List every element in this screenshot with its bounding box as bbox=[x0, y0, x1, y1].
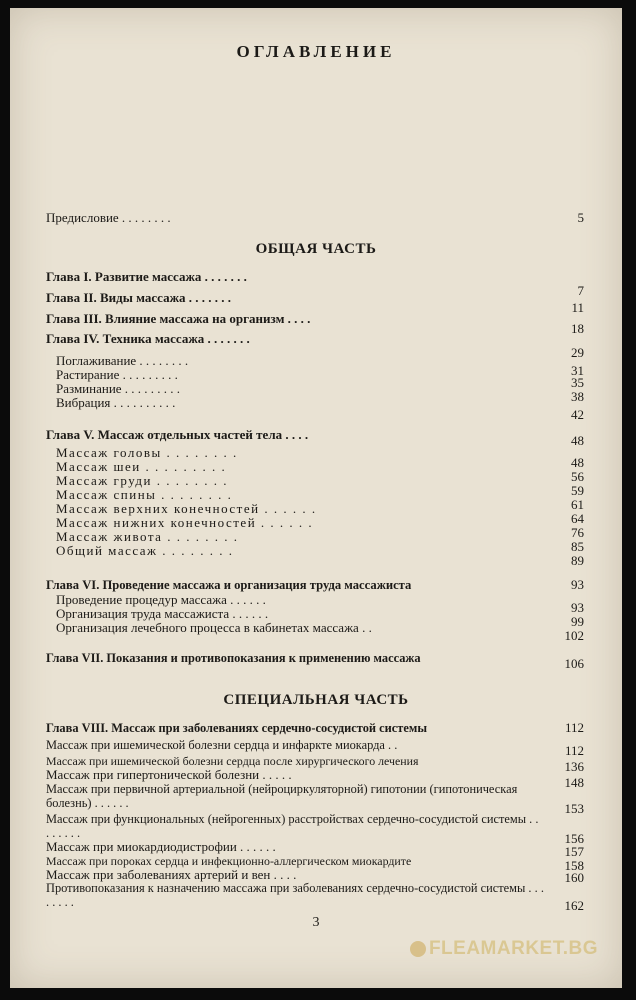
toc-label: Глава VII. Показания и противопоказания к применению массажа bbox=[46, 651, 421, 665]
toc-label: Глава V. Массаж отдельных частей тела . . . . bbox=[46, 427, 309, 442]
toc-label: Глава VI. Проведение массажа и организация труда массажиста bbox=[46, 578, 412, 592]
toc-label: Массаж нижних конечностей . . . . . . bbox=[56, 515, 314, 530]
toc-page-number: 48 bbox=[571, 455, 584, 470]
toc-chapter bbox=[46, 651, 584, 671]
toc-page-number: 112 bbox=[564, 720, 584, 735]
toc-subentry bbox=[46, 854, 584, 873]
toc-label: Глава III. Влияние массажа на организм . . . . bbox=[46, 311, 311, 326]
toc-subentry bbox=[46, 839, 584, 859]
toc-page-number: 38 bbox=[571, 389, 584, 404]
toc-label: Организация лечебного процесса в кабинетах массажа . . bbox=[56, 620, 372, 635]
toc-label: Предисловие . . . . . . . . bbox=[46, 210, 171, 225]
toc-label: Массаж спины . . . . . . . . bbox=[56, 487, 233, 502]
toc-label: Массаж при пороках сердца и инфекционно-аллергическом миокардите bbox=[46, 854, 412, 868]
toc-page-number: 85 bbox=[571, 539, 584, 554]
toc-label: Общий массаж . . . . . . . . bbox=[56, 543, 234, 558]
toc-entry bbox=[46, 211, 584, 225]
toc-page-number: 93 bbox=[571, 577, 584, 592]
toc-page-number: 157 bbox=[564, 844, 584, 859]
toc-page-number: 42 bbox=[571, 407, 584, 422]
toc-subentry bbox=[46, 867, 584, 885]
toc-page-number: 35 bbox=[571, 375, 584, 390]
toc-label: Растирание . . . . . . . . . bbox=[56, 367, 178, 382]
toc-chapter bbox=[46, 311, 584, 336]
toc-subentry bbox=[46, 767, 584, 790]
toc-page-number: 31 bbox=[571, 363, 584, 378]
toc-page-number: 18 bbox=[571, 321, 584, 336]
toc-page-number: 136 bbox=[564, 759, 584, 774]
toc-label: Глава VIII. Массаж при заболеваниях сердечно-сосудистой системы bbox=[46, 721, 427, 735]
toc-label: Противопоказания к назначению массажа при заболеваниях сердечно-сосудистой системы . . . . . . . . bbox=[46, 881, 544, 909]
toc-page-number: 153 bbox=[564, 801, 584, 816]
toc-label: Массаж при гипертонической болезни . . . . . bbox=[46, 767, 292, 782]
toc-page-number: 76 bbox=[571, 525, 584, 540]
book-page bbox=[10, 8, 622, 988]
toc-subentry bbox=[46, 881, 584, 913]
toc-page-number: 156 bbox=[564, 831, 584, 846]
toc-page-number: 93 bbox=[571, 600, 584, 615]
toc-label: Разминание . . . . . . . . . bbox=[56, 381, 181, 396]
section-heading-general: ОБЩАЯ ЧАСТЬ bbox=[255, 241, 377, 257]
toc-page-number: 99 bbox=[571, 614, 584, 629]
toc-label: Массаж при ишемической болезни сердца после хирургического лечения bbox=[46, 754, 419, 768]
toc-page-number: 64 bbox=[571, 511, 584, 526]
toc-chapter bbox=[46, 290, 584, 315]
toc-label: Массаж при ишемической болезни сердца и инфаркте миокарда . . bbox=[46, 738, 398, 752]
toc-subentry bbox=[46, 812, 584, 846]
toc-label: Массаж при первичной артериальной (нейроциркуляторной) гипотонии (гипотоническая болезнь) . . . . . . bbox=[46, 782, 518, 810]
toc-page-number: 112 bbox=[564, 743, 584, 758]
toc-label: Глава I. Развитие массажа . . . . . . . bbox=[46, 269, 247, 284]
toc-chapter bbox=[46, 427, 584, 448]
toc-page-number: 106 bbox=[564, 656, 584, 671]
toc-page-number: 148 bbox=[564, 775, 584, 790]
toc-subentry bbox=[46, 395, 584, 422]
toc-label: Массаж при миокардиодистрофии . . . . . . bbox=[46, 839, 276, 854]
toc-label: Массаж головы . . . . . . . . bbox=[56, 445, 238, 460]
toc-page-number: 89 bbox=[571, 553, 584, 568]
toc-page-number: 48 bbox=[571, 433, 584, 448]
toc-chapter bbox=[46, 331, 584, 360]
page-number: 3 bbox=[312, 915, 320, 930]
watermark-text: FLEAMARKET.BG bbox=[428, 938, 598, 959]
toc-chapter bbox=[46, 721, 584, 735]
toc-page-number: 7 bbox=[577, 283, 584, 298]
toc-subentry bbox=[46, 738, 584, 758]
toc-chapter bbox=[46, 578, 584, 592]
page-title: ОГЛАВЛЕНИЕ bbox=[236, 42, 396, 61]
toc-label: Поглаживание . . . . . . . . bbox=[56, 353, 189, 368]
toc-page-number: 59 bbox=[571, 483, 584, 498]
toc-page-number: 160 bbox=[564, 870, 584, 885]
toc-label: Массаж при функциональных (нейрогенных) расстройствах сердечно-сосудистой системы . . . . . . . . bbox=[46, 812, 539, 840]
toc-page-number: 61 bbox=[571, 497, 584, 512]
toc-subentry bbox=[46, 782, 584, 816]
toc-label: Массаж при заболеваниях артерий и вен . . . . bbox=[46, 867, 297, 882]
toc-label: Массаж верхних конечностей . . . . . . bbox=[56, 501, 317, 516]
toc-label: Массаж живота . . . . . . . . bbox=[56, 529, 239, 544]
toc-label: Проведение процедур массажа . . . . . . bbox=[56, 592, 266, 607]
toc-label: Глава IV. Техника массажа . . . . . . . bbox=[46, 331, 250, 346]
watermark bbox=[410, 938, 598, 960]
toc-subentry bbox=[46, 754, 584, 774]
toc-page-number: 56 bbox=[571, 469, 584, 484]
toc-page-number: 29 bbox=[571, 345, 584, 360]
toc-subentry bbox=[46, 620, 584, 643]
toc-page-number: 102 bbox=[564, 628, 584, 643]
toc-page-number: 5 bbox=[577, 210, 584, 225]
toc-label: Вибрация . . . . . . . . . . bbox=[56, 395, 176, 410]
toc-label: Массаж груди . . . . . . . . bbox=[56, 473, 228, 488]
section-heading-special: СПЕЦИАЛЬНАЯ ЧАСТЬ bbox=[223, 692, 409, 708]
toc-subentry bbox=[46, 543, 584, 568]
fleamarket-logo-icon bbox=[410, 941, 426, 957]
toc-label: Глава II. Виды массажа . . . . . . . bbox=[46, 290, 232, 305]
toc-label: Массаж шеи . . . . . . . . . bbox=[56, 459, 227, 474]
toc-page-number: 11 bbox=[571, 300, 584, 315]
toc-page-number: 158 bbox=[564, 858, 584, 873]
toc-page-number: 162 bbox=[564, 898, 584, 913]
toc-label: Организация труда массажиста . . . . . . bbox=[56, 606, 269, 621]
